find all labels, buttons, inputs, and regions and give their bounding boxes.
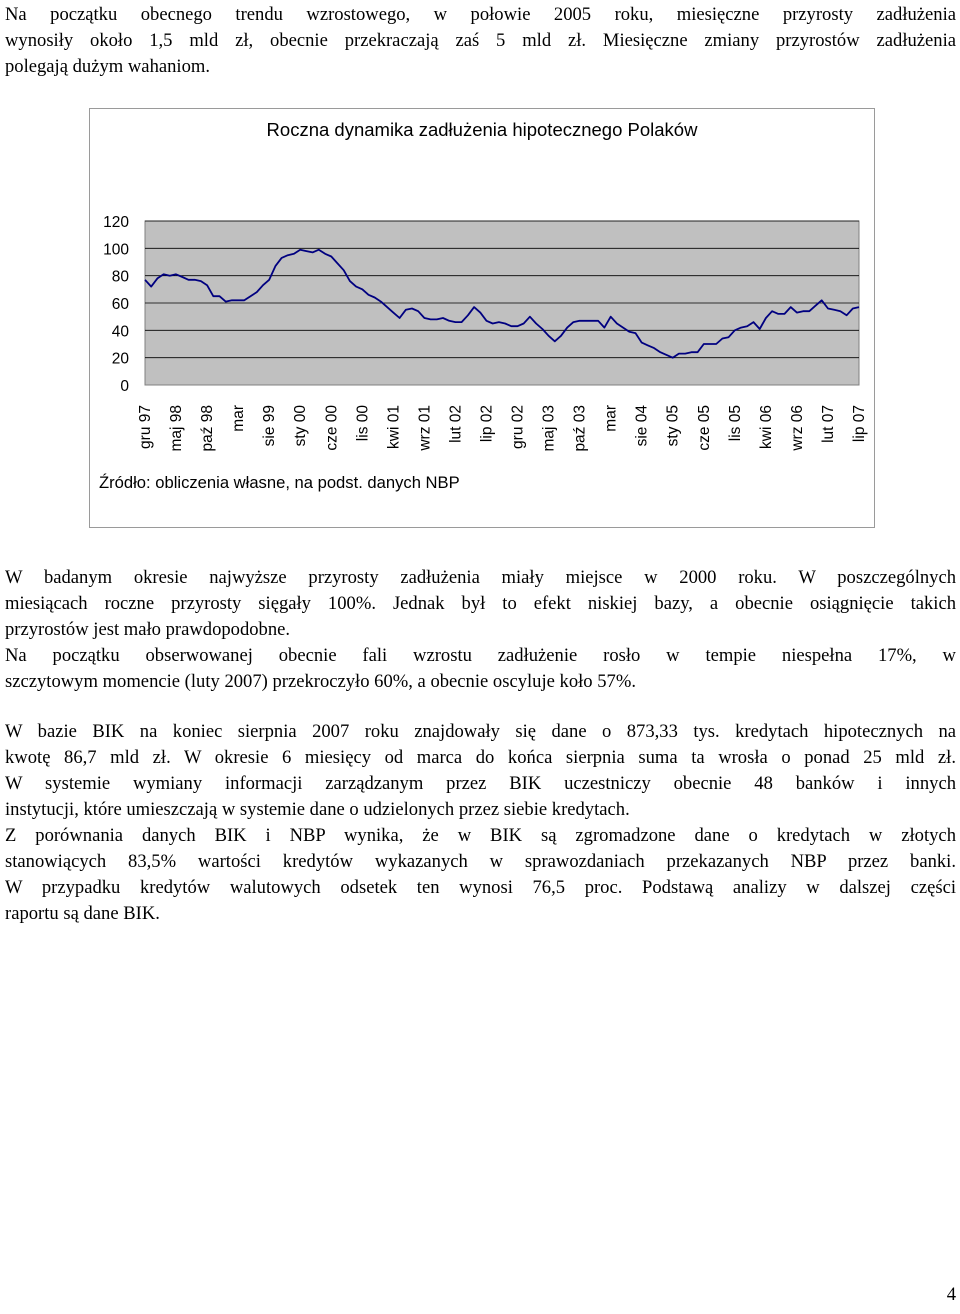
text-line: szczytowym momencie (luty 2007) przekroczyło 60%, a obecnie oscyluje koło 57%. <box>5 671 636 692</box>
text-line: miesiącach roczne przyrosty sięgały 100%. Jednak był to efekt niskiej bazy, a obecnie osiągnięcie takich <box>5 593 956 614</box>
chart-canvas <box>90 109 876 529</box>
x-tick-label: gru 97 <box>137 405 154 449</box>
x-tick-label: cze 00 <box>323 405 341 451</box>
x-tick-label: gru 02 <box>509 405 527 449</box>
text-line: W systemie wymiany informacji zarządzanym przez BIK uczestniczy obecnie 48 banków i innych <box>5 773 956 794</box>
text-line: raportu są dane BIK. <box>5 903 160 924</box>
page-number: 4 <box>946 1284 956 1305</box>
x-tick-label: lis 05 <box>726 405 744 442</box>
x-tick-label: wrz 01 <box>416 405 434 451</box>
x-tick-label: lip 02 <box>478 405 496 443</box>
text-line: wynosiły około 1,5 mld zł, obecnie przekraczają zaś 5 mld zł. Miesięczne zmiany przyrostów zadłużenia <box>5 30 956 51</box>
x-tick-label: maj 03 <box>540 405 558 452</box>
text-line: W bazie BIK na koniec sierpnia 2007 roku znajdowały się dane o 873,33 tys. kredytach hipotecznych na <box>5 721 956 742</box>
x-tick-label: lut 07 <box>819 405 837 443</box>
text-line: kwotę 86,7 mld zł. W okresie 6 miesięcy od marca do końca sierpnia suma ta wrosła o ponad 25 mld zł. <box>5 747 956 768</box>
chart-title: Roczna dynamika zadłużenia hipotecznego Polaków <box>266 119 698 140</box>
x-tick-label: lut 02 <box>447 405 465 443</box>
text-line: Na początku obecnego trendu wzrostowego, w połowie 2005 roku, miesięczne przyrosty zadłużenia <box>5 4 956 25</box>
x-tick-label: kwi 06 <box>757 405 775 449</box>
y-tick-label: 0 <box>120 378 129 395</box>
x-tick-label: mar <box>602 405 620 432</box>
text-line: W badanym okresie najwyższe przyrosty zadłużenia miały miejsce w 2000 roku. W poszczególnych <box>5 567 956 588</box>
text-line: Na początku obserwowanej obecnie fali wzrostu zadłużenie rosło w tempie niespełna 17%, w <box>5 645 956 666</box>
y-tick-label: 60 <box>111 296 129 313</box>
x-tick-label: sie 04 <box>633 405 651 447</box>
x-tick-label: maj 98 <box>168 405 186 452</box>
x-tick-label: wrz 06 <box>788 405 806 451</box>
intro-paragraph <box>5 2 956 80</box>
text-line: Z porównania danych BIK i NBP wynika, że w BIK są zgromadzone dane o kredytach w złotych <box>5 825 956 846</box>
y-tick-label: 100 <box>103 241 129 259</box>
x-tick-label: cze 05 <box>695 405 713 451</box>
y-tick-label: 80 <box>111 268 129 286</box>
text-line: W przypadku kredytów walutowych odsetek ten wynosi 76,5 proc. Podstawą analizy w dalszej części <box>5 877 956 898</box>
x-tick-label: sty 00 <box>292 405 310 447</box>
y-tick-label: 20 <box>111 350 129 368</box>
y-tick-label: 120 <box>103 214 129 231</box>
bik-paragraph <box>5 719 956 927</box>
x-tick-label: sty 05 <box>664 405 682 447</box>
x-tick-label: lip 07 <box>851 405 868 443</box>
mortgage-debt-chart <box>89 108 875 528</box>
analysis-paragraph <box>5 565 956 695</box>
x-tick-label: mar <box>230 405 248 432</box>
x-tick-label: paź 98 <box>199 405 217 452</box>
x-tick-label: kwi 01 <box>385 405 403 449</box>
chart-source-note: Źródło: obliczenia własne, na podst. danych NBP <box>99 473 460 492</box>
x-tick-label: lis 00 <box>354 405 372 442</box>
x-tick-label: paź 03 <box>571 405 589 452</box>
text-line: instytucji, które umieszczają w systemie dane o udzielonych przez siebie kredytach. <box>5 799 630 820</box>
text-line: stanowiących 83,5% wartości kredytów wykazanych w sprawozdaniach przekazanych NBP przez banki. <box>5 851 956 872</box>
x-tick-label: sie 99 <box>261 405 279 447</box>
text-line: przyrostów jest mało prawdopodobne. <box>5 619 291 640</box>
text-line: polegają dużym wahaniom. <box>5 56 210 77</box>
y-tick-label: 40 <box>111 323 129 341</box>
